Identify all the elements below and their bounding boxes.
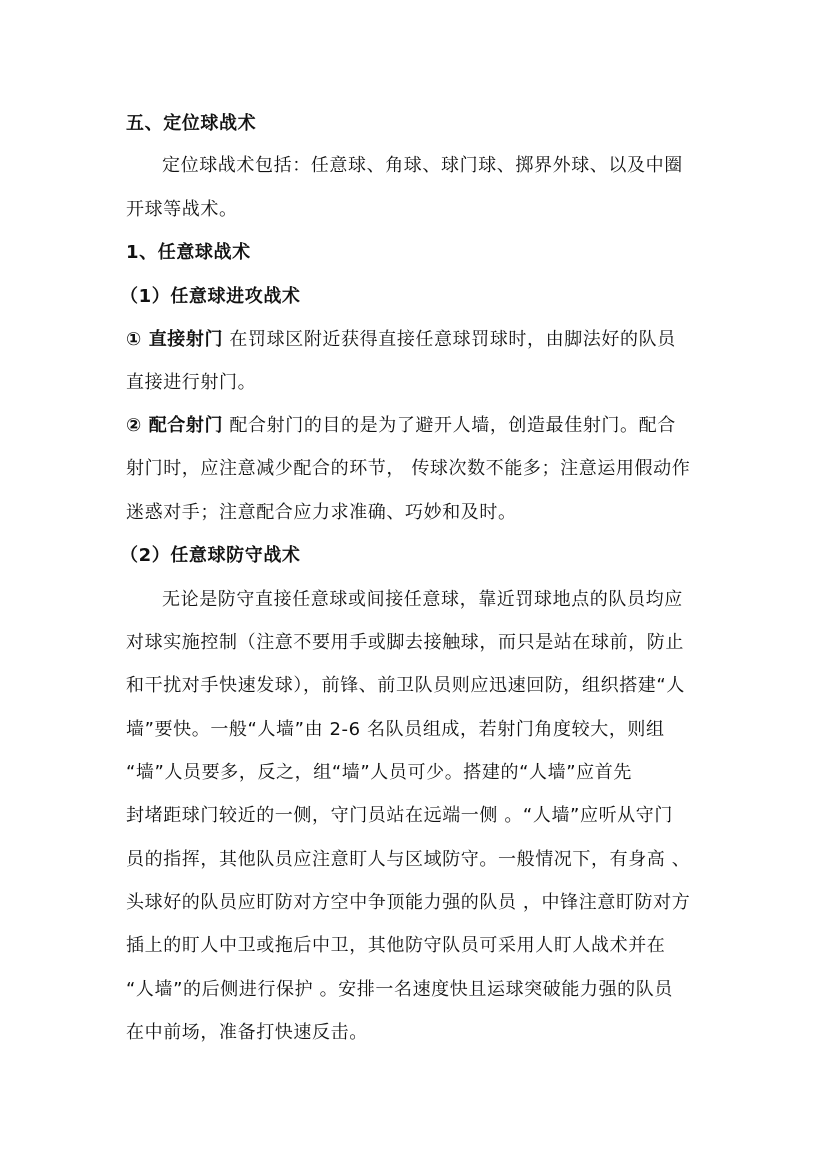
item-2-line-1 — [126, 413, 676, 439]
defense-line: 在中前场，准备打快速反击。 — [126, 1022, 368, 1043]
defense-line: 封堵距球门较近的一侧，守门员站在远端一侧 。“人墙”应听从守门 — [126, 805, 673, 826]
item-2-label: ② 配合射门 — [126, 415, 224, 436]
defense-line: “人墙”的后侧进行保护 。安排一名速度快且运球突破能力强的队员 — [126, 979, 673, 1000]
defense-line: “墙”人员要多，反之，组“墙”人员可少。搭建的“人墙”应首先 — [126, 762, 632, 783]
section-heading: 五、定位球战术 — [126, 113, 257, 134]
item-1-line-2: 直接进行射门。 — [126, 372, 257, 393]
intro-line-1: 定位球战术包括：任意球、角球、球门球、掷界外球、以及中圈 — [162, 155, 683, 176]
item-1-text: 在罚球区附近获得直接任意球罚球时，由脚法好的队员 — [223, 329, 676, 350]
item-1-label: ① 直接射门 — [126, 329, 224, 350]
subsection-heading-1: 1、任意球战术 — [126, 242, 251, 263]
defense-line: 对球实施控制（注意不要用手或脚去接触球，而只是站在球前，防止 — [126, 632, 684, 653]
item-2-text: 配合射门的目的是为了避开人墙，创造最佳射门。配合 — [223, 415, 676, 436]
defense-line: 员的指挥，其他队员应注意盯人与区域防守。一般情况下，有身高 、 — [126, 849, 691, 870]
intro-line-2: 开球等战术。 — [126, 199, 238, 220]
subsection-heading-1-1: （1）任意球进攻战术 — [120, 286, 301, 307]
defense-line: 无论是防守直接任意球或间接任意球，靠近罚球地点的队员均应 — [162, 589, 683, 610]
item-2-line-2: 射门时，应注意减少配合的环节， 传球次数不能多；注意运用假动作 — [126, 458, 691, 479]
item-1-line-1 — [126, 327, 676, 353]
defense-line: 头球好的队员应盯防对方空中争顶能力强的队员 ，中锋注意盯防对方 — [126, 892, 691, 913]
item-2-line-3: 迷惑对手；注意配合应力求准确、巧妙和及时。 — [126, 502, 517, 523]
defense-line: 和干扰对手快速发球），前锋、前卫队员则应迅速回防，组织搭建“人 — [126, 675, 685, 696]
subsection-heading-1-2: （2）任意球防守战术 — [120, 545, 301, 566]
defense-line: 插上的盯人中卫或拖后中卫，其他防守队员可采用人盯人战术并在 — [126, 935, 666, 956]
defense-line: 墙”要快。一般“人墙”由 2-6 名队员组成，若射门角度较大，则组 — [126, 719, 665, 740]
